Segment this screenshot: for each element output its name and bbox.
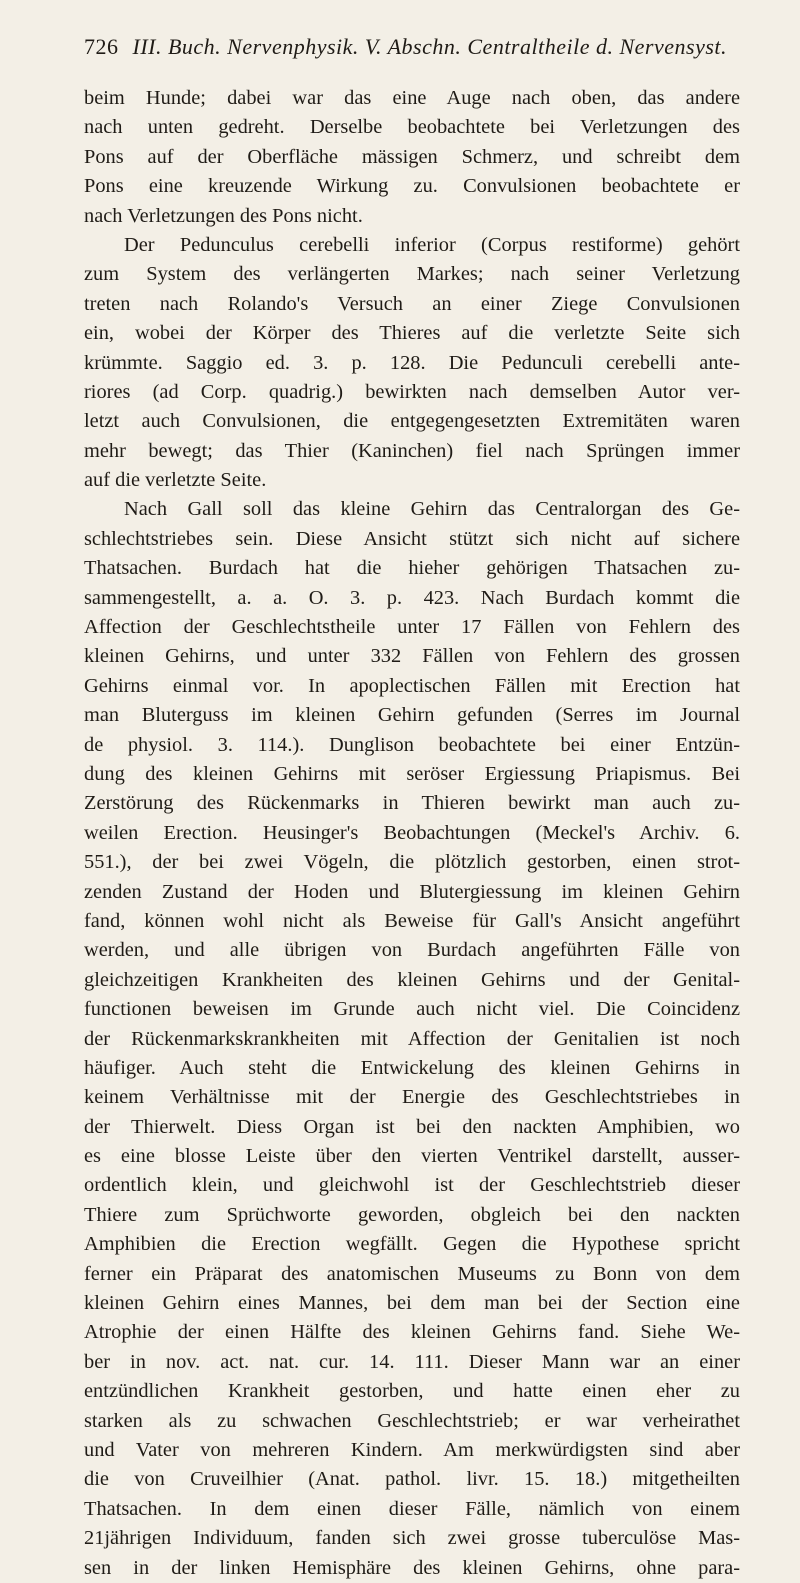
page-number: 726 (84, 34, 119, 59)
text-line: 21jährigen Individuum, fanden sich zwei grosse tuberculöse Mas- (84, 1527, 740, 1550)
text-line: de physiol. 3. 114.). Dunglison beobachtete bei einer Entzün- (84, 733, 740, 756)
text-line: letzt auch Convulsionen, die entgegengesetzten Extremitäten waren (84, 410, 740, 433)
text-line: ferner ein Präparat des anatomischen Museums zu Bonn von dem (84, 1262, 740, 1285)
text-line: gleichzeitigen Krankheiten des kleinen Gehirns und der Genital- (84, 968, 740, 991)
text-line: zum System des verlängerten Markes; nach seiner Verletzung (84, 263, 740, 286)
text-line: dung des kleinen Gehirns mit seröser Ergiessung Priapismus. Bei (84, 762, 740, 785)
text-line: der Rückenmarkskrankheiten mit Affection der Genitalien ist noch (84, 1027, 740, 1050)
text-line: es eine blosse Leiste über den vierten Ventrikel darstellt, ausser- (84, 1145, 740, 1168)
text-line: Atrophie der einen Hälfte des kleinen Gehirns fand. Siehe We- (84, 1321, 740, 1344)
text-line: und Vater von mehreren Kindern. Am merkwürdigsten sind aber (84, 1438, 740, 1461)
text-line: Zerstörung des Rückenmarks in Thieren bewirkt man auch zu- (84, 792, 740, 815)
text-line: Thiere zum Sprüchworte geworden, obgleich bei den nackten (84, 1203, 740, 1226)
running-header (84, 34, 740, 60)
text-line: kleinen Gehirn eines Mannes, bei dem man bei der Section eine (84, 1292, 740, 1315)
text-line: krümmte. Saggio ed. 3. p. 128. Die Pedunculi cerebelli ante- (84, 351, 740, 374)
text-line: häufiger. Auch steht die Entwickelung des kleinen Gehirns in (84, 1056, 740, 1079)
text-line: weilen Erection. Heusinger's Beobachtungen (Meckel's Archiv. 6. (84, 821, 740, 844)
text-line: sen in der linken Hemisphäre des kleinen Gehirns, ohne para- (84, 1556, 740, 1579)
text-line: der Thierwelt. Diess Organ ist bei den nackten Amphibien, wo (84, 1115, 740, 1138)
text-line: schlechtstriebes sein. Diese Ansicht stützt sich nicht auf sichere (84, 527, 740, 550)
text-line: Pons eine kreuzende Wirkung zu. Convulsionen beobachtete er (84, 175, 740, 198)
text-line: sammengestellt, a. a. O. 3. p. 423. Nach Burdach kommt die (84, 586, 740, 609)
text-line: Thatsachen. In dem einen dieser Fälle, nämlich von einem (84, 1497, 740, 1520)
text-line: werden, und alle übrigen von Burdach angeführten Fälle von (84, 939, 740, 962)
text-line: ber in nov. act. nat. cur. 14. 111. Dieser Mann war an einer (84, 1350, 740, 1373)
text-line: die von Cruveilhier (Anat. pathol. livr. 15. 18.) mitgetheilten (84, 1468, 740, 1491)
text-line: 551.), der bei zwei Vögeln, die plötzlich gestorben, einen strot- (84, 851, 740, 874)
text-line: beim Hunde; dabei war das eine Auge nach oben, das andere (84, 87, 740, 109)
text-line: riores (ad Corp. quadrig.) bewirkten nach demselben Autor ver- (84, 380, 740, 403)
text-line: Pons auf der Oberfläche mässigen Schmerz, und schreibt dem (84, 145, 740, 168)
text-line: nach unten gedreht. Derselbe beobachtete bei Verletzungen des (84, 116, 740, 139)
text-line: fand, können wohl nicht als Beweise für Gall's Ansicht angeführt (84, 909, 740, 932)
text-line: Der Pedunculus cerebelli inferior (Corpus restiforme) gehört (124, 233, 740, 256)
text-line: starken als zu schwachen Geschlechtstrieb; er war verheirathet (84, 1409, 740, 1432)
text-line: entzündlichen Krankheit gestorben, und hatte einen eher zu (84, 1380, 740, 1403)
text-line: Gehirns einmal vor. In apoplectischen Fällen mit Erection hat (84, 674, 740, 697)
text-line: mehr bewegt; das Thier (Kaninchen) fiel nach Sprüngen immer (84, 439, 740, 462)
text-line: nach Verletzungen des Pons nicht. (84, 204, 363, 227)
text-line: man Bluterguss im kleinen Gehirn gefunden (Serres im Journal (84, 704, 740, 727)
text-line: kleinen Gehirns, und unter 332 Fällen von Fehlern des grossen (84, 645, 740, 668)
text-line: Thatsachen. Burdach hat die hieher gehörigen Thatsachen zu- (84, 557, 740, 580)
text-line: functionen beweisen im Grunde auch nicht viel. Die Coincidenz (84, 998, 740, 1021)
text-line: Affection der Geschlechtstheile unter 17 Fällen von Fehlern des (84, 616, 740, 639)
text-line: Nach Gall soll das kleine Gehirn das Centralorgan des Ge- (124, 498, 740, 521)
body-text (84, 84, 740, 1583)
text-line: ein, wobei der Körper des Thieres auf die verletzte Seite sich (84, 322, 740, 345)
text-line: auf die verletzte Seite. (84, 469, 267, 492)
text-line: keinem Verhältnisse mit der Energie des Geschlechtstriebes in (84, 1086, 740, 1109)
text-line: ordentlich klein, und gleichwohl ist der Geschlechtstrieb dieser (84, 1174, 740, 1197)
text-line: Amphibien die Erection wegfällt. Gegen die Hypothese spricht (84, 1233, 740, 1256)
running-title: III. Buch. Nervenphysik. V. Abschn. Centraltheile d. Nervensyst. (132, 34, 728, 59)
text-line: zenden Zustand der Hoden und Blutergiessung im kleinen Gehirn (84, 880, 740, 903)
text-line: treten nach Rolando's Versuch an einer Ziege Convulsionen (84, 292, 740, 315)
